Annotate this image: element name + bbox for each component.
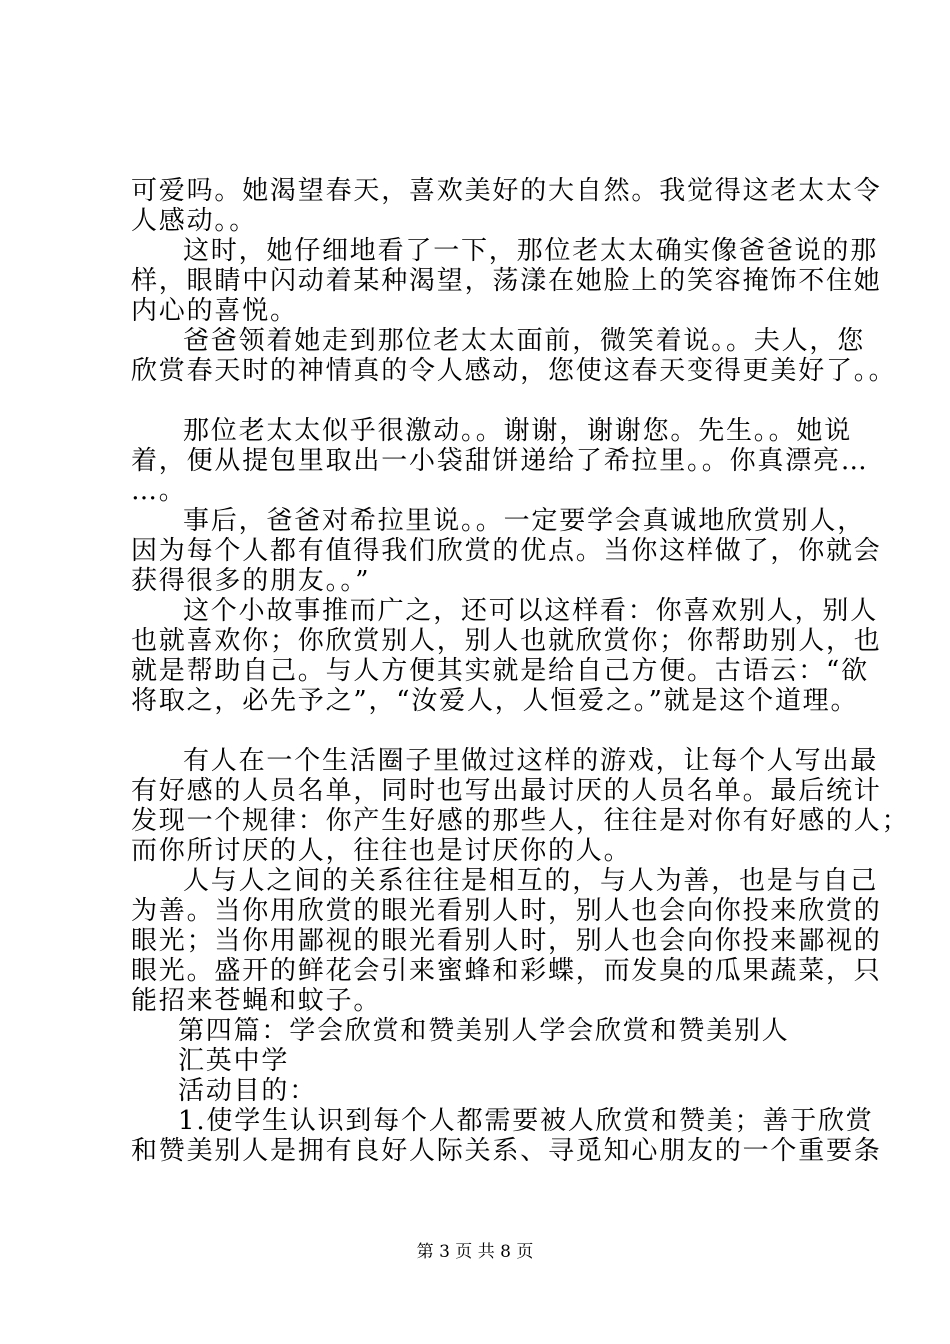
text-line: 人与人之间的关系往往是相互的，与人为善，也是与自己 (183, 866, 879, 896)
section-heading: 第四篇：学会欣赏和赞美别人学会欣赏和赞美别人 (178, 1016, 790, 1046)
text-line: 这时，她仔细地看了一下，那位老太太确实像爸爸说的那 (183, 236, 879, 266)
text-line: …。 (131, 476, 187, 506)
school-name: 汇英中学 (178, 1046, 290, 1076)
text-line: 内心的喜悦。 (131, 296, 298, 326)
text-line: 1.使学生认识到每个人都需要被人欣赏和赞美；善于欣赏 (178, 1106, 874, 1136)
text-line: 将取之，必先予之”，“汝爱人，人恒爱之。”就是这个道理。 (131, 686, 859, 716)
text-line: 而你所讨厌的人，往往也是讨厌你的人。 (131, 836, 632, 866)
text-line: 人感动。。 (131, 206, 258, 236)
paragraph-gap (131, 386, 831, 416)
text-line: 样，眼睛中闪动着某种渴望，荡漾在她脸上的笑容掩饰不住她 (131, 266, 882, 296)
text-line: 获得很多的朋友。。” (131, 566, 371, 596)
text-line: 这个小故事推而广之，还可以这样看：你喜欢别人，别人 (183, 596, 879, 626)
text-line: 着，便从提包里取出一小袋甜饼递给了希拉里。。你真漂亮… (131, 446, 869, 476)
text-line: 有好感的人员名单，同时也写出最讨厌的人员名单。最后统计 (131, 776, 882, 806)
text-line: 就是帮助自己。与人方便其实就是给自己方便。古语云：“欲 (131, 656, 869, 686)
text-line: 因为每个人都有值得我们欣赏的优点。当你这样做了，你就会 (131, 536, 882, 566)
text-line: 和赞美别人是拥有良好人际关系、寻觅知心朋友的一个重要条 (131, 1136, 882, 1166)
page-number: 第 3 页 共 8 页 (416, 1242, 534, 1262)
paragraph-gap (131, 716, 831, 746)
activity-goal-label: 活动目的： (178, 1076, 318, 1106)
text-line: 也就喜欢你；你欣赏别人，别人也就欣赏你；你帮助别人，也 (131, 626, 882, 656)
text-line: 能招来苍蝇和蚊子。 (131, 986, 382, 1016)
text-line: 有人在一个生活圈子里做过这样的游戏，让每个人写出最 (183, 746, 879, 776)
text-line: 可爱吗。她渴望春天，喜欢美好的大自然。我觉得这老太太令 (131, 176, 882, 206)
body-text (131, 176, 910, 1166)
text-line: 爸爸领着她走到那位老太太面前，微笑着说。。夫人，您 (183, 326, 866, 356)
text-line: 眼光。盛开的鲜花会引来蜜蜂和彩蝶，而发臭的瓜果蔬菜，只 (131, 956, 882, 986)
text-line: 事后，爸爸对希拉里说。。一定要学会真诚地欣赏别人， (183, 506, 866, 536)
text-line: 那位老太太似乎很激动。。谢谢，谢谢您。先生。。她说 (183, 416, 853, 446)
text-line: 为善。当你用欣赏的眼光看别人时，别人也会向你投来欣赏的 (131, 896, 882, 926)
text-line: 眼光；当你用鄙视的眼光看别人时，别人也会向你投来鄙视的 (131, 926, 882, 956)
text-line: 发现一个规律：你产生好感的那些人，往往是对你有好感的人； (131, 806, 910, 836)
text-line: 欣赏春天时的神情真的令人感动，您使这春天变得更美好了。。 (131, 356, 897, 386)
